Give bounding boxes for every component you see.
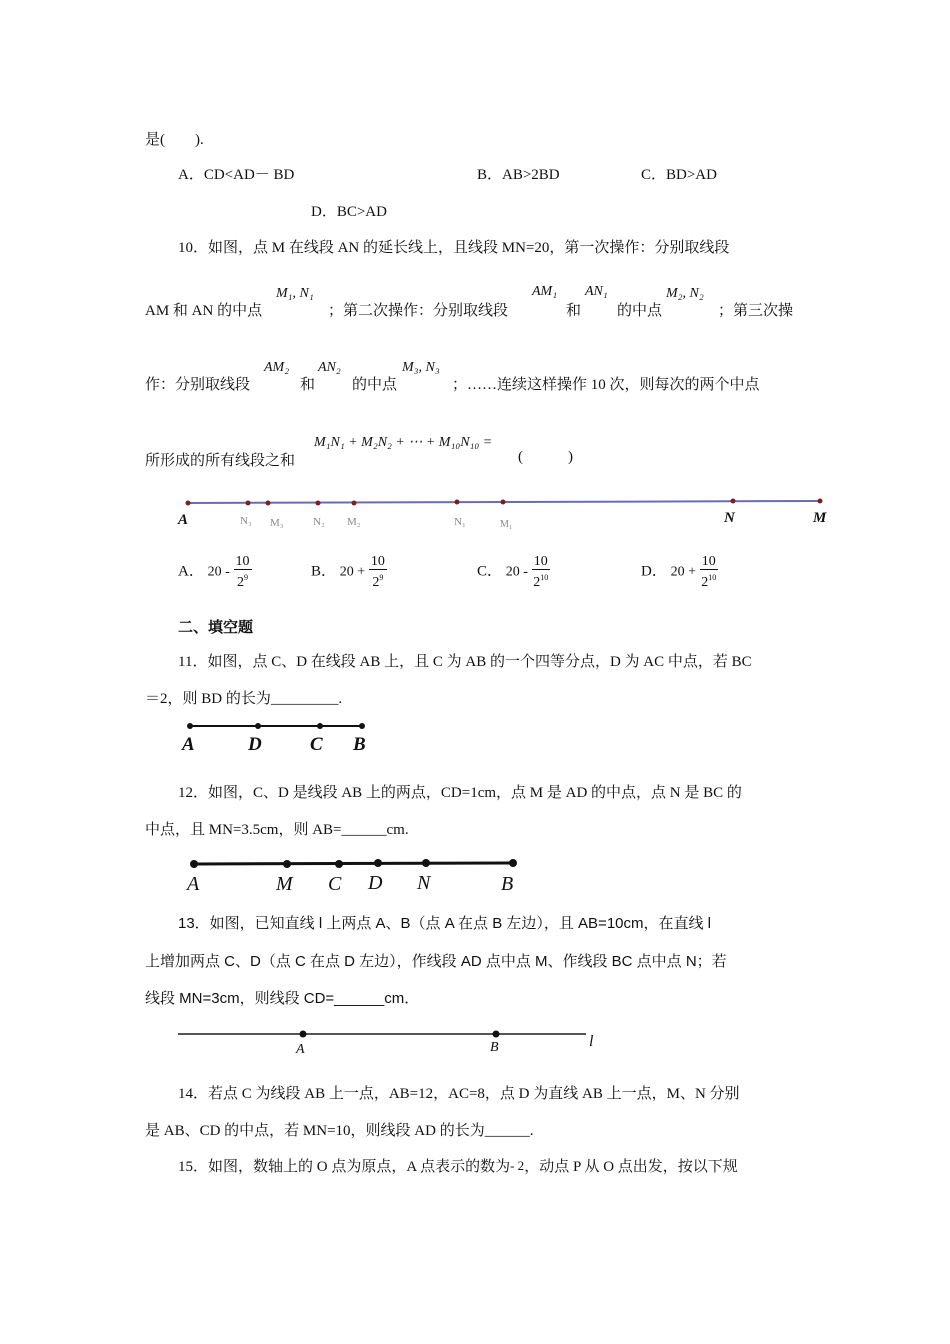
q10-option-c: [477, 554, 550, 590]
q10-am1: AM₁: [532, 284, 558, 299]
q12-label-d: D: [368, 872, 383, 894]
q14-line1: 14．若点 C 为线段 AB 上一点，AB=12，AC=8，点 D 为直线 AB 上一点，M、N 分别: [178, 1086, 740, 1102]
q10-line2-b: ；第二次操作：分别取线段: [328, 303, 509, 319]
q11-point-b: [359, 723, 365, 729]
q11-point-c: [317, 723, 323, 729]
q10-point-n1: [455, 500, 460, 505]
q10-label-n1: N₁: [454, 516, 466, 528]
q10-line3-b: ；……连续这样操作 10 次，则每次的两个中点: [452, 377, 760, 393]
q12-point-m: [283, 860, 291, 868]
q10-option-b-den-exp: 9: [379, 573, 384, 582]
q10-option-d-label: D．: [641, 563, 667, 580]
q10-option-c-den-base: 2: [533, 575, 541, 590]
q11-figure: [178, 716, 378, 756]
q11-label-a: A: [182, 734, 195, 755]
q10-figure: [170, 492, 850, 532]
q13-label-a: A: [296, 1042, 305, 1057]
q11-label-c: C: [310, 734, 323, 755]
q13-figure: [175, 1024, 605, 1058]
q11-point-a: [187, 723, 193, 729]
q12-figure: [180, 852, 530, 894]
q10-point-n2: [316, 501, 321, 506]
q9-option-b: B．AB>2BD: [477, 167, 560, 183]
q10-label-m1: M₁: [500, 519, 513, 530]
q10-point-m2: [352, 501, 357, 506]
q10-option-d-den-base: 2: [701, 575, 709, 590]
q10-option-a-frac: [234, 554, 252, 590]
q13-point-a: [300, 1031, 307, 1038]
q12-segment-ab: [194, 863, 513, 864]
q10-answer-paren: ( ): [518, 449, 573, 465]
q10-point-n: [731, 499, 736, 504]
q10-sum-expr: M₁N₁ + M₂N₂ + ⋯ + M₁₀N₁₀ =: [314, 435, 493, 450]
q10-m2n2: M₂, N₂: [666, 286, 704, 301]
q10-option-b-num: 10: [370, 554, 385, 569]
q9-option-c: C．BD>AD: [641, 167, 717, 183]
q12-point-c: [335, 860, 343, 868]
q10-option-b-den-base: 2: [372, 575, 380, 590]
q10-label-a: A: [178, 512, 189, 528]
q12-label-m: M: [276, 873, 293, 894]
q10-option-d-frac: [700, 554, 718, 590]
q10-line2-c: 的中点: [617, 303, 663, 319]
q13-label-b: B: [490, 1040, 499, 1055]
q13-line3: 线段 MN=3cm，则线段 CD=______cm．: [145, 990, 420, 1007]
q10-option-c-num: 10: [533, 554, 548, 569]
q10-line2-a: AM 和 AN 的中点: [145, 303, 263, 319]
q13-line2: 上增加两点 C、D（点 C 在点 D 左边），作线段 AD 点中点 M、作线段 BC 点中点 N；若: [145, 953, 727, 970]
q10-point-m: [818, 499, 823, 504]
q10-am2: AM₂: [264, 360, 290, 375]
q10-he-1: 和: [566, 303, 582, 319]
q10-m1n1: M₁, N₁: [276, 286, 314, 301]
q11-label-d: D: [248, 734, 262, 755]
q10-option-b: [311, 554, 387, 590]
q10-option-d-num: 10: [701, 554, 716, 569]
q10-label-n3: N₃: [240, 515, 252, 527]
q10-label-m2: M₂: [347, 516, 361, 528]
q12-label-n: N: [417, 872, 431, 894]
q12-line2: 中点，且 MN=3.5cm，则 AB=______cm.: [145, 822, 409, 838]
q12-point-n: [422, 859, 430, 867]
q10-point-m3: [266, 501, 271, 506]
q9-option-d: D．BC>AD: [311, 204, 387, 220]
q10-point-a: [186, 501, 191, 506]
q12-line1: 12．如图，C、D 是线段 AB 上的两点，CD=1cm，点 M 是 AD 的中点，点 N 是 BC 的: [178, 785, 742, 801]
q11-line2: ＝2，则 BD 的长为_________.: [145, 691, 343, 707]
q11-point-d: [255, 723, 261, 729]
q10-line4-a: 所形成的所有线段之和: [145, 453, 296, 469]
q10-option-a: [178, 554, 252, 590]
q11-line1: 11．如图，点 C、D 在线段 AB 上，且 C 为 AB 的一个四等分点，D 为 AC 中点，若 BC: [178, 654, 752, 670]
q12-label-a: A: [187, 873, 200, 894]
q10-an1: AN₁: [585, 284, 608, 299]
q15-line1: [178, 1155, 738, 1176]
q10-option-a-num: 10: [235, 554, 250, 569]
q15-line1-a: 15．如图，数轴上的 O 点为原点，A 点表示的数为: [178, 1159, 511, 1175]
q10-option-a-den-exp: 9: [244, 573, 249, 582]
q10-option-b-frac: [369, 554, 387, 590]
q10-line1: 10．如图，点 M 在线段 AN 的延长线上，且线段 MN=20，第一次操作：分别取线段: [178, 240, 730, 256]
q10-option-c-den-exp: 10: [540, 573, 549, 582]
q14-line2: 是 AB、CD 的中点，若 MN=10，则线段 AD 的长为______.: [145, 1123, 534, 1139]
q12-point-b: [509, 859, 517, 867]
q10-an2: AN₂: [318, 360, 341, 375]
q10-label-n2: N₂: [313, 516, 325, 528]
q10-point-m1: [501, 500, 506, 505]
q10-label-n: N: [724, 510, 735, 526]
q13-label-l: l: [589, 1033, 594, 1050]
q10-option-c-sign: 20 -: [505, 564, 528, 580]
q15-neg2: - 2: [510, 1158, 525, 1173]
q9-option-a: A．CD<AD－ BD: [178, 167, 295, 183]
q15-line1-b: ，动点 P 从 O 点出发，按以下规: [524, 1159, 738, 1175]
q10-option-d: [641, 554, 718, 590]
q10-line3-mid: 的中点: [352, 377, 398, 393]
q10-line2-d: ；第三次操: [718, 303, 794, 319]
q10-option-d-den-exp: 10: [708, 573, 717, 582]
q10-option-a-sign: 20 -: [207, 564, 230, 580]
q13-line1: 13．如图，已知直线 l 上两点 A、B（点 A 在点 B 左边），且 AB=10cm，在直线 l: [178, 915, 712, 932]
q10-line3-a: 作：分别取线段: [145, 377, 251, 393]
section2-title: 二、填空题: [178, 619, 254, 636]
q10-he-2: 和: [300, 377, 316, 393]
q10-point-n3: [246, 501, 251, 506]
q10-option-c-label: C．: [477, 563, 503, 580]
q10-m3n3: M₃, N₃: [402, 360, 440, 375]
q9-tail: 是( ).: [145, 132, 204, 148]
q10-option-b-label: B．: [311, 563, 337, 580]
q11-label-b: B: [353, 734, 366, 755]
q10-label-m3: M₃: [270, 517, 284, 529]
q12-label-b: B: [501, 873, 514, 894]
q10-option-a-label: A．: [178, 563, 204, 580]
q12-point-a: [190, 860, 198, 868]
q13-point-b: [493, 1031, 500, 1038]
q12-point-d: [374, 859, 382, 867]
q10-option-b-sign: 20 +: [339, 564, 366, 580]
q10-option-a-den-base: 2: [237, 575, 245, 590]
q10-option-d-sign: 20 +: [670, 564, 696, 580]
q10-option-c-frac: [532, 554, 550, 590]
q12-label-c: C: [328, 873, 342, 894]
q10-label-m: M: [813, 510, 827, 526]
